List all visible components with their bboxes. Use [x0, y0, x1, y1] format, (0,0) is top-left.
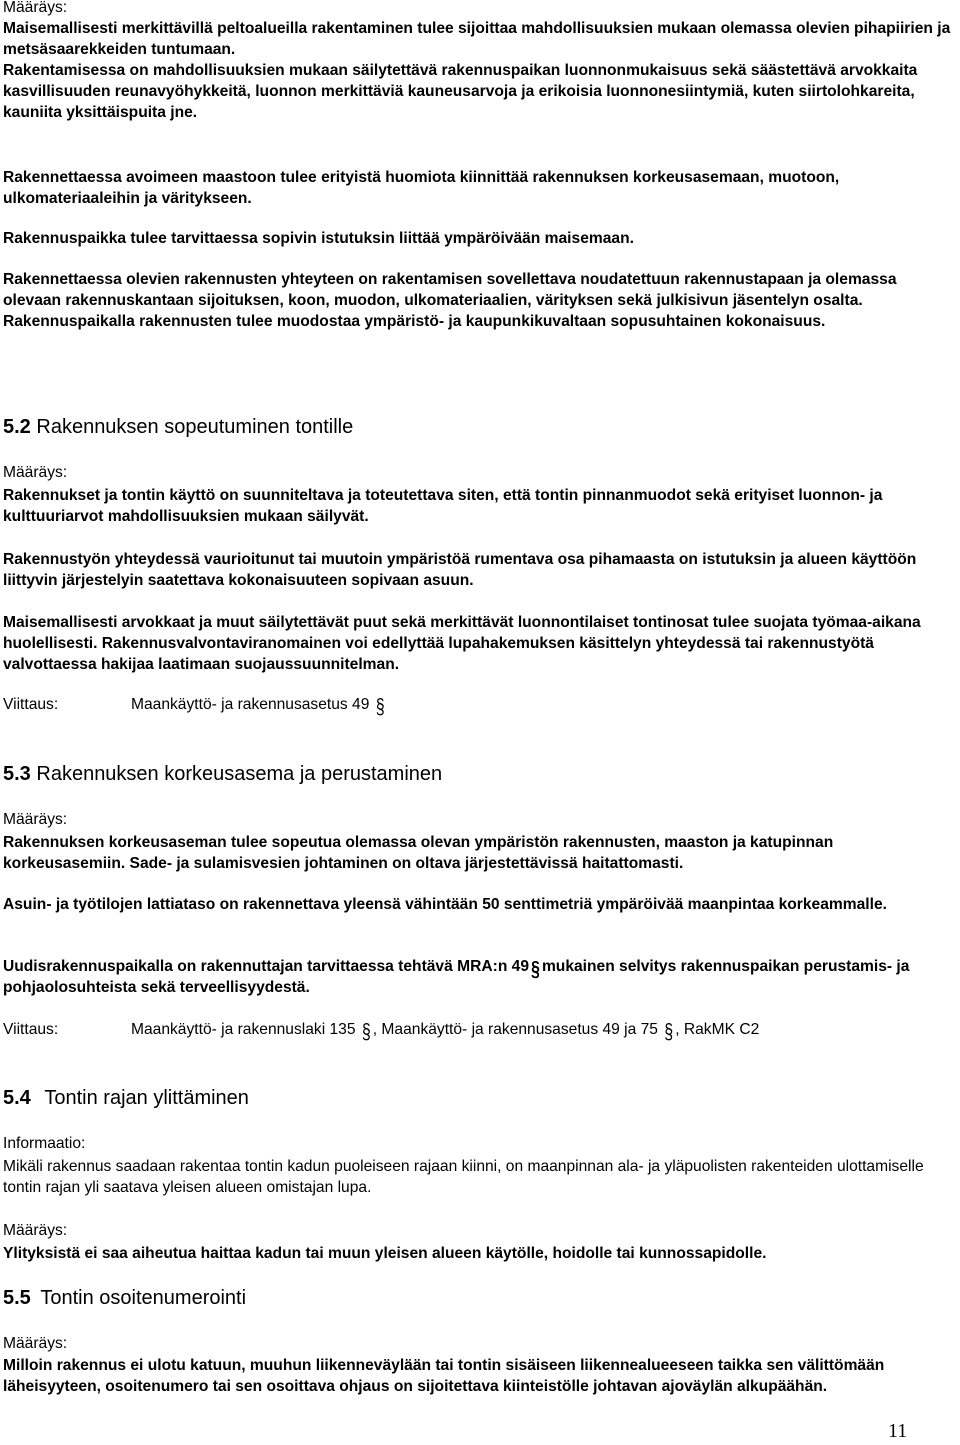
section-heading-5-3: [3, 761, 442, 787]
paragraph: Rakennettaessa olevien rakennusten yhteyteen on rakentamisen sovellettava noudatettuun rakennustapaan ja olemassa olevaan rakennuskantaan sijoituksen, koon, muodon, ulkomateriaalien, värityksen sekä julkisivun jäsentelyn osalta. Rakennuspaikalla rakennusten tulee muodostaa ympäristö- ja kaupunkikuvaltaan sopusuhtainen kokonaisuus.: [3, 271, 897, 330]
informaatio-label: Informaatio:: [3, 1135, 86, 1152]
section-title: Tontin osoitenumerointi: [40, 1287, 247, 1309]
section-heading-5-4: [3, 1085, 249, 1111]
reference-text: , Maankäyttö- ja rakennusasetus 49 ja 75: [372, 1021, 658, 1038]
reference-line: [3, 694, 387, 719]
section-heading-5-5: [3, 1285, 246, 1311]
paragraph: Rakennuspaikka tulee tarvittaessa sopivin istutuksin liittää ympäröivään maisemaan.: [3, 230, 634, 247]
paragraph: Rakennustyön yhteydessä vaurioitunut tai muutoin ympäristöä rumentava osa pihamaasta on istutuksin ja alueen käyttöön liittyvin järjestelyin saatettava kokonaisuuteen sopivaan asuun.: [3, 551, 917, 589]
section-number: 5.4: [3, 1087, 31, 1109]
viittaus-label: Viittaus:: [3, 1021, 59, 1038]
paragraph: Milloin rakennus ei ulotu katuun, muuhun liikenneväylään tai tontin sisäiseen liikennealueeseen taikka sen välittömään läheisyyteen, osoitenumero tai sen osoittava ohjaus on sijoitettava kiinteistölle johtavan ajoväylän alkupäähän.: [3, 1357, 885, 1395]
section-number: 5.2: [3, 416, 31, 438]
section-title: Tontin rajan ylittäminen: [44, 1087, 249, 1109]
maarays-label: Määräys:: [3, 464, 68, 481]
paragraph: Ylityksistä ei saa aiheutua haittaa kadun tai muun yleisen alueen käytölle, hoidolle tai kunnossapidolle.: [3, 1245, 767, 1262]
paragraph: Asuin- ja työtilojen lattiataso on rakennettava yleensä vähintään 50 senttimetriä ympäröivää maanpintaa korkeammalle.: [3, 896, 887, 913]
paragraph: Uudisrakennuspaikalla on rakennuttajan tarvittaessa tehtävä MRA:n 49 § mukainen selvitys rakennuspaikan perustamis- ja pohjaolosuhteista sekä terveellisyydestä.: [3, 956, 957, 998]
reference-line: [3, 1019, 760, 1044]
section-heading-5-2: [3, 414, 353, 440]
reference-text: , RakMK C2: [675, 1021, 760, 1038]
section-sign: §: [531, 957, 540, 981]
page-number: 11: [888, 1420, 908, 1442]
section-sign: §: [664, 1020, 674, 1044]
paragraph: Rakentamisessa on mahdollisuuksien mukaan säilytettävä rakennuspaikan luonnonmukaisuus sekä säästettävä arvokkaita kasvillisuuden reunavyöhykkeitä, luonnon merkittäviä kauneusarvoja ja erikoisia luonnonesiintymiä, kuten siirtolohkareita, kauniita yksittäispuita jne.: [3, 62, 918, 121]
paragraph: Maisemallisesti merkittävillä peltoalueilla rakentaminen tulee sijoittaa mahdollisuuksien mukaan olemassa olevien pihapiirien ja metsäsaarekkeiden tuntumaan.: [3, 20, 951, 58]
section-title: Rakennuksen sopeutuminen tontille: [36, 416, 354, 438]
reference-text: Maankäyttö- ja rakennuslaki 135: [131, 1021, 356, 1038]
section-sign: §: [375, 695, 385, 719]
paragraph: Mikäli rakennus saadaan rakentaa tontin kadun puoleiseen rajaan kiinni, on maanpinnan ala- ja yläpuolisten rakenteiden ulottamiselle tontin rajan yli saatava yleisen alueen omistajan lupa.: [3, 1158, 924, 1196]
paragraph: Rakennukset ja tontin käyttö on suunniteltava ja toteutettava siten, että tontin pinnanmuodot sekä erityiset luonnon- ja kulttuuriarvot mahdollisuuksien mukaan säilyvät.: [3, 487, 883, 525]
maarays-label: Määräys:: [3, 0, 68, 16]
paragraph: Rakennettaessa avoimeen maastoon tulee erityistä huomiota kiinnittää rakennuksen korkeusasemaan, muotoon, ulkomateriaaleihin ja väritykseen.: [3, 169, 840, 207]
viittaus-label: Viittaus:: [3, 696, 59, 713]
maarays-label: Määräys:: [3, 811, 68, 828]
section-title: Rakennuksen korkeusasema ja perustaminen: [36, 763, 443, 785]
maarays-label: Määräys:: [3, 1222, 68, 1239]
section-sign: §: [361, 1020, 371, 1044]
paragraph: Rakennuksen korkeusaseman tulee sopeutua olemassa olevan ympäristön rakennusten, maaston ja katupinnan korkeusasemiin. Sade- ja sulamisvesien johtaminen on oltava järjestettävissä haitattomasti.: [3, 834, 834, 872]
maarays-label: Määräys:: [3, 1335, 68, 1352]
paragraph: Maisemallisesti arvokkaat ja muut säilytettävät puut sekä merkittävät luonnontilaiset tontinosat tulee suojata työmaa-aikana huolellisesti. Rakennusvalvontaviranomainen voi edellyttää lupahakemuksen käsittelyn yhteydessä tai rakennustyötä valvottaessa hakijaa laatimaan suojaussuunnitelman.: [3, 614, 921, 673]
section-number: 5.5: [3, 1287, 31, 1309]
section-number: 5.3: [3, 763, 31, 785]
reference-text: Maankäyttö- ja rakennusasetus 49: [131, 696, 370, 713]
